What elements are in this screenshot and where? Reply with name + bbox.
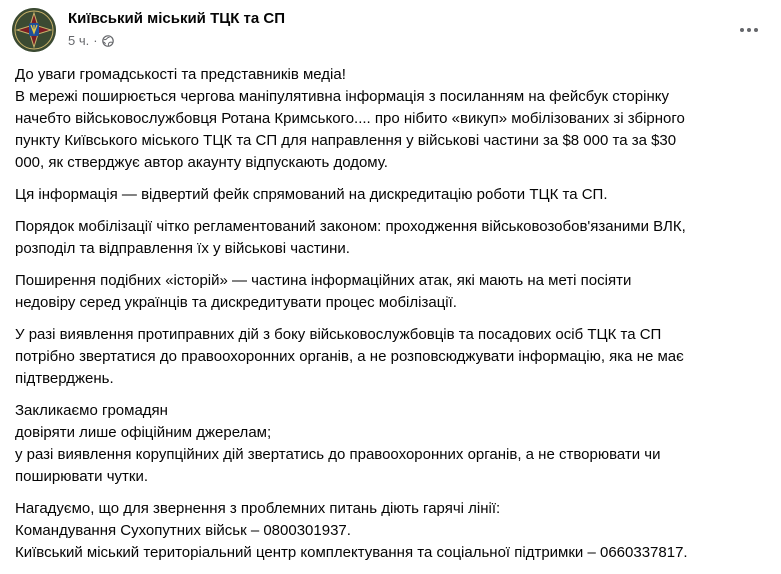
post-text-line: недовіру серед українців та дискредитувати процес мобілізації. <box>15 294 457 311</box>
post-text-line: Командування Сухопутних військ – 0800301937. <box>15 522 351 539</box>
more-options-icon <box>739 27 759 33</box>
post-text-line: Ця інформація — відвертий фейк спрямований на дискредитацію роботи ТЦК та СП. <box>15 186 608 203</box>
post-paragraph <box>15 64 773 174</box>
post-text-line: начебто військовослужбовця Ротана Кримського.... про нібито «викуп» мобілізованих зі збірного <box>15 110 685 127</box>
post-text-line: Нагадуємо, що для звернення з проблемних питань діють гарячі лінії: <box>15 500 501 517</box>
page-avatar[interactable] <box>12 8 56 52</box>
meta-separator: · <box>93 33 98 48</box>
emblem-icon <box>12 8 56 52</box>
post-paragraph <box>15 216 773 260</box>
post-meta <box>68 33 114 48</box>
post-paragraph <box>15 498 773 564</box>
post-body <box>15 64 773 574</box>
post-paragraph <box>15 270 773 314</box>
post-paragraph <box>15 324 773 390</box>
post-text-line: Порядок мобілізації чітко регламентований законом: проходження військовозобов'язаними ВЛК, <box>15 218 686 235</box>
post-paragraph <box>15 400 773 488</box>
post-text-line: Закликаємо громадян <box>15 402 168 419</box>
page-name-link[interactable]: Київський міський ТЦК та СП <box>68 10 285 27</box>
more-options-button[interactable] <box>731 12 767 48</box>
post-text-line: потрібно звертатися до правоохоронних органів, а не розповсюджувати інформацію, яка не має <box>15 348 684 365</box>
post-text-line: підтверджень. <box>15 370 114 387</box>
post-text-line: Київський міський територіальний центр комплектування та соціальної підтримки – 0660337817. <box>15 544 688 561</box>
post-text-line: В мережі поширюється чергова маніпулятивна інформація з посиланням на фейсбук сторінку <box>15 88 669 105</box>
post-text-line: У разі виявлення протиправних дій з боку військовослужбовців та посадових осіб ТЦК та СП <box>15 326 662 343</box>
post-header <box>12 8 781 58</box>
globe-icon[interactable] <box>102 35 114 47</box>
post-timestamp[interactable]: 5 ч. <box>68 33 90 48</box>
post-text-line: поширювати чутки. <box>15 468 148 485</box>
post-paragraph <box>15 184 773 206</box>
post-text-line: розподіл та відправлення їх у військові частини. <box>15 240 350 257</box>
post-text-line: у разі виявлення корупційних дій звертатись до правоохоронних органів, а не створювати чи <box>15 446 661 463</box>
post-text-line: До уваги громадськості та представників медіа! <box>15 66 346 83</box>
post-text-line: 000, як стверджує автор акаунту відпускають додому. <box>15 154 388 171</box>
post-text-line: пункту Київського міського ТЦК та СП для направлення у військові частини за $8 000 та за $30 <box>15 132 677 149</box>
post-text-line: Поширення подібних «історій» — частина інформаційних атак, які мають на меті посіяти <box>15 272 632 289</box>
post-text-line: довіряти лише офіційним джерелам; <box>15 424 272 441</box>
